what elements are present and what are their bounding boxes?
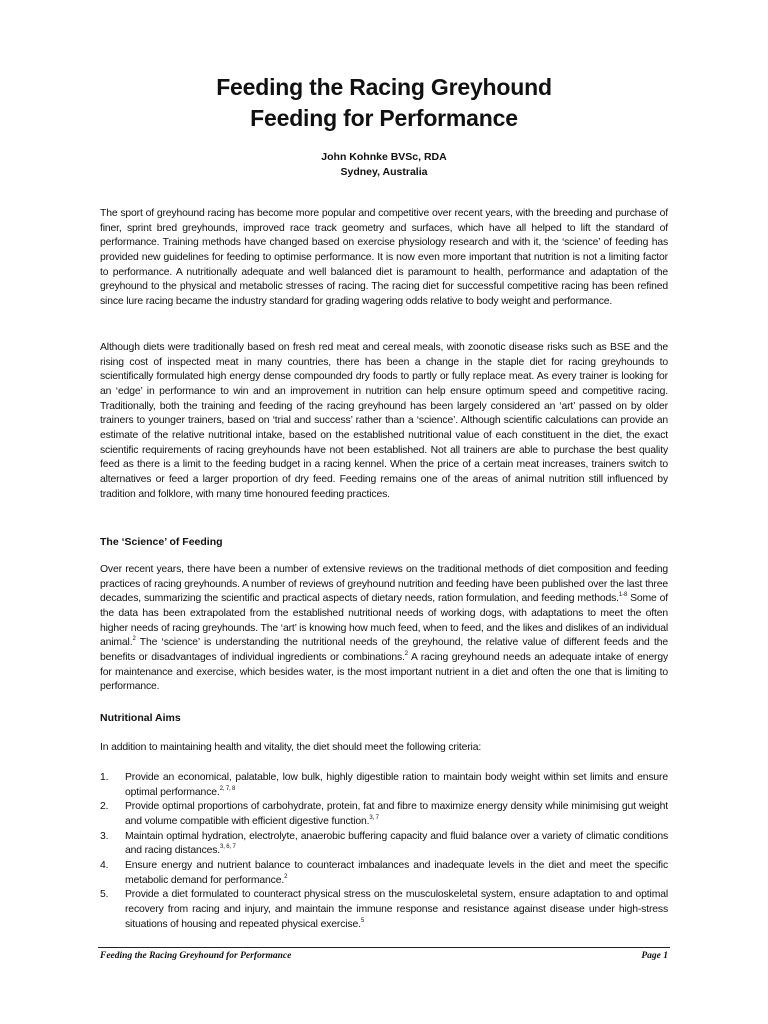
citation-ref: 2 (284, 873, 288, 880)
list-item-number: 3. (100, 830, 109, 842)
citation-ref: 5 (360, 917, 364, 924)
list-item-number: 1. (100, 772, 109, 783)
science-text-b: Some of the data has been extrapolated from the established nutritional needs of working dogs, with adaptations to meet the often higher needs of racing greyhounds. The ‘art’ is knowing how much feed, when to feed, and the likes and dislikes of an individual animal. (100, 593, 668, 649)
footer-divider (98, 947, 670, 948)
citation-ref: 3, 7 (369, 814, 379, 821)
footer-document-title: Feeding the Racing Greyhound for Performance (100, 951, 292, 961)
science-text-a: Over recent years, there have been a number of extensive reviews on the traditional methods of diet composition and feeding practices of racing greyhounds. A number of reviews of greyhound nutrition and feeding have been published over the last three decades, summarizing the scientific and practical aspects of dietary needs, ration formulation, and feeding methods. (100, 564, 668, 605)
list-item (100, 830, 668, 859)
document-title-line1: Feeding the Racing Greyhound (216, 74, 552, 100)
list-item (100, 800, 668, 829)
intro-paragraph-1-text: The sport of greyhound racing has become more popular and competitive over recent years, with the breeding and purchase of finer, sprint bred greyhounds, improved race track geometry and surfaces, which have all helped to lift the standard of performance. Training methods have changed based on exercise physiology research and with it, the ‘science’ of feeding has provided new guidelines for feeding to optimise performance. It is now even more important that nutrition is not a limiting factor to performance. A nutritionally adequate and well balanced diet is paramount to health, performance and adaptation of the greyhound to the physical and metabolic stresses of racing. The racing diet for successful competitive racing has been refined since lure racing became the industry standard for grading wagering odds relative to body weight and performance. (100, 208, 668, 307)
page-number: Page 1 (641, 951, 668, 961)
author-line: John Kohnke BVSc, RDA (321, 151, 447, 163)
list-item (100, 859, 668, 888)
science-text-d: A racing greyhound needs an adequate intake of energy for maintenance and exercise, which besides water, is the most important nutrient in a diet and often the one that is limiting to performance. (100, 651, 668, 693)
list-item-text: Provide an economical, palatable, low bulk, highly digestible ration to maintain body weight within set limits and ensure optimal performance. (125, 772, 668, 798)
list-item (100, 888, 668, 932)
intro-paragraph-2 (100, 341, 668, 502)
science-text-c: The ‘science’ is understanding the nutritional needs of the greyhound, the relative value of different feeds and the benefits or disadvantages of individual ingredients or combinations. (100, 637, 668, 663)
list-item-number: 4. (100, 859, 109, 871)
document-title-line2: Feeding for Performance (250, 105, 518, 131)
science-paragraph (100, 563, 668, 695)
citation-ref: 3, 6, 7 (220, 844, 236, 851)
science-paragraph-text (100, 563, 668, 695)
citation-ref: 1-8 (618, 592, 628, 599)
intro-paragraph-1 (100, 207, 668, 310)
nutritional-aims-heading: Nutritional Aims (100, 712, 181, 724)
location-line: Sydney, Australia (340, 166, 428, 178)
list-item-text: Provide a diet formulated to counteract physical stress on the musculoskeletal system, ensure adaptation to and optimal recovery from racing and injury, and maintain the immune response and resistance against disease under high-stress situations of housing and repeated physical exercise. (125, 889, 668, 930)
list-item-number: 2. (100, 801, 109, 813)
aims-intro (100, 741, 668, 756)
list-item-number: 5. (100, 889, 109, 901)
citation-ref: 2 (404, 650, 408, 657)
science-heading: The ‘Science’ of Feeding (100, 536, 223, 548)
list-item-text: Maintain optimal hydration, electrolyte, anaerobic buffering capacity and fluid balance over a variety of climatic conditions and racing distances. (125, 830, 668, 857)
citation-ref: 2, 7, 8 (219, 785, 236, 792)
list-item (100, 771, 668, 800)
list-item-text: Ensure energy and nutrient balance to counteract imbalances and inadequate levels in the diet and meet the specific metabolic demand for performance. (125, 859, 668, 886)
citation-ref: 2 (132, 636, 136, 643)
list-item-text: Provide optimal proportions of carbohydrate, protein, fat and fibre to maximize energy density while minimising gut weight and volume compatible with efficient digestive function. (125, 801, 668, 827)
aims-intro-text: In addition to maintaining health and vitality, the diet should meet the following criteria: (100, 742, 482, 753)
criteria-list (100, 771, 668, 932)
intro-paragraph-2-text: Although diets were traditionally based on fresh red meat and cereal meals, with zoonotic disease risks such as BSE and the rising cost of inspected meat in many countries, there has been a change in the staple diet for racing greyhounds to scientifically formulated high energy dense compounded dry foods to partly or fully replace meat. As every trainer is looking for an ‘edge’ in performance to win and an improvement in nutrition can help ensure optimum speed and competitive racing. Traditionally, both the training and feeding of the racing greyhound has been largely considered an ‘art’ passed on by older trainers to younger trainers, based on ‘trial and success’ rather than a ‘science’. Although scientific calculations can provide an estimate of the relative nutritional intake, based on the established nutritional value of each constituent in the diet, the exact scientific requirements of racing greyhounds have not been established. Not all trainers are able to purchase the best quality feed as there is a limit to the feeding budget in a racing kennel. When the price of a certain meat increases, trainers switch to alternatives or feed a larger proportion of dry feed. Feeding remains one of the areas of animal nutrition still influenced by tradition and folklore, with many time honoured feeding practices. (100, 342, 668, 500)
